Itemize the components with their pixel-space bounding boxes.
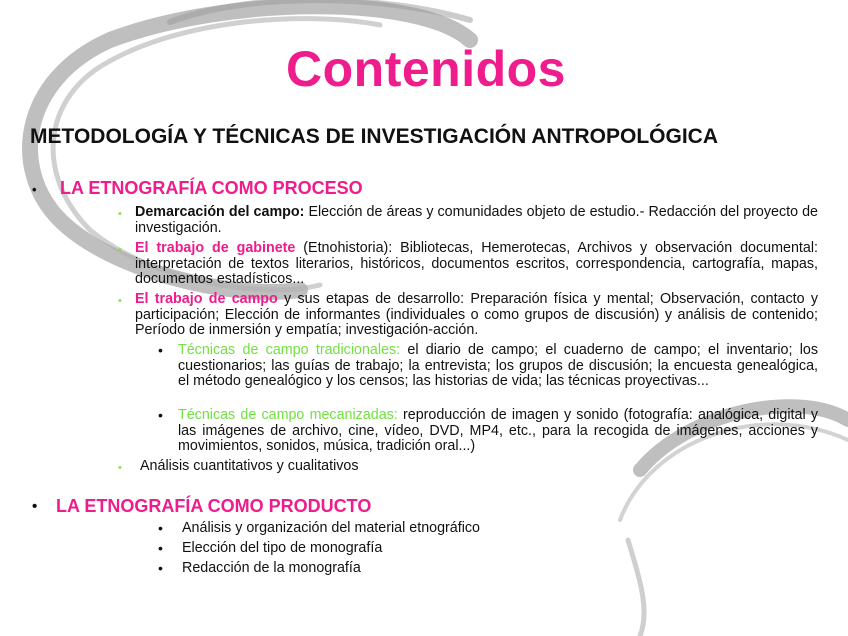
- bullet-icon: •: [32, 498, 38, 515]
- subitem-text: Redacción de la monografía: [182, 560, 361, 576]
- item-keyword: El trabajo de gabinete: [135, 240, 296, 256]
- subitem-keyword: Técnicas de campo mecanizadas:: [178, 407, 398, 423]
- subitem-text: el diario de campo; el cuaderno de campo; el inventario; los cuestionarios; las guías de trabajo; la entrevista; los grupos de discusión; la encuesta genealógica, el método genealógico y los censos; las historias de vida; las técnicas proyectivas...: [178, 342, 818, 390]
- bullet-icon: •: [32, 182, 37, 197]
- list-subitem: [158, 407, 818, 455]
- item-keyword: El trabajo de campo: [135, 291, 278, 307]
- item-text: Análisis cuantitativos y cualitativos: [140, 458, 359, 474]
- list-item: [118, 204, 818, 236]
- subitem-text: Elección del tipo de monografía: [182, 540, 383, 556]
- subitem-keyword: Técnicas de campo tradicionales:: [178, 342, 401, 358]
- bullet-icon: •: [118, 295, 122, 307]
- bullet-icon: •: [158, 407, 163, 423]
- section-heading-producto: [32, 496, 372, 517]
- bullet-icon: •: [118, 244, 122, 256]
- item-text: Elección de áreas y comunidades objeto de estudio.- Redacción del proyecto de investigación.: [135, 204, 818, 236]
- section-heading-text: LA ETNOGRAFÍA COMO PROCESO: [60, 178, 363, 198]
- list-subitem: [158, 342, 818, 390]
- item-text: (Etnohistoria): Bibliotecas, Hemerotecas, Archivos y observación documental: interpretación de textos literarios, históricos, documentos escritos, correspondencia, cartografía, mapas, documentos estadísticos...: [135, 240, 818, 288]
- list-subitem: [158, 520, 682, 537]
- bullet-icon: •: [118, 208, 122, 220]
- slide-subtitle: METODOLOGÍA Y TÉCNICAS DE INVESTIGACIÓN ANTROPOLÓGICA: [30, 125, 718, 148]
- subitem-text: Análisis y organización del material etnográfico: [182, 520, 481, 536]
- bullet-icon: •: [158, 520, 163, 536]
- brush-stroke-top: [170, 0, 470, 22]
- bullet-icon: •: [158, 540, 163, 556]
- list-subitem: [158, 540, 682, 557]
- section-heading-proceso: [32, 178, 363, 199]
- list-item: [118, 291, 819, 339]
- list-item: [118, 240, 818, 288]
- bullet-icon: •: [118, 462, 122, 474]
- list-item: [118, 458, 640, 475]
- item-text: y sus etapas de desarrollo: Preparación física y mental; Observación, contacto y participación; Elección de informantes (individuales o como grupos de discusión) y análisis de contenido; Período de inmersión y empatía; investigación-acción.: [135, 291, 819, 339]
- list-subitem: [158, 560, 682, 577]
- section-heading-text: LA ETNOGRAFÍA COMO PRODUCTO: [56, 496, 372, 516]
- bullet-icon: •: [158, 342, 163, 358]
- bullet-icon: •: [158, 560, 163, 576]
- item-keyword: Demarcación del campo:: [135, 204, 305, 220]
- subitem-text: reproducción de imagen y sonido (fotografía: analógica, digital y las imágenes de archivo, cine, vídeo, DVD, MP4, etc., para la recogida de imágenes, acciones y movimientos, sonidos, música, tradición oral...): [178, 407, 818, 455]
- slide-title: Contenidos: [286, 41, 566, 97]
